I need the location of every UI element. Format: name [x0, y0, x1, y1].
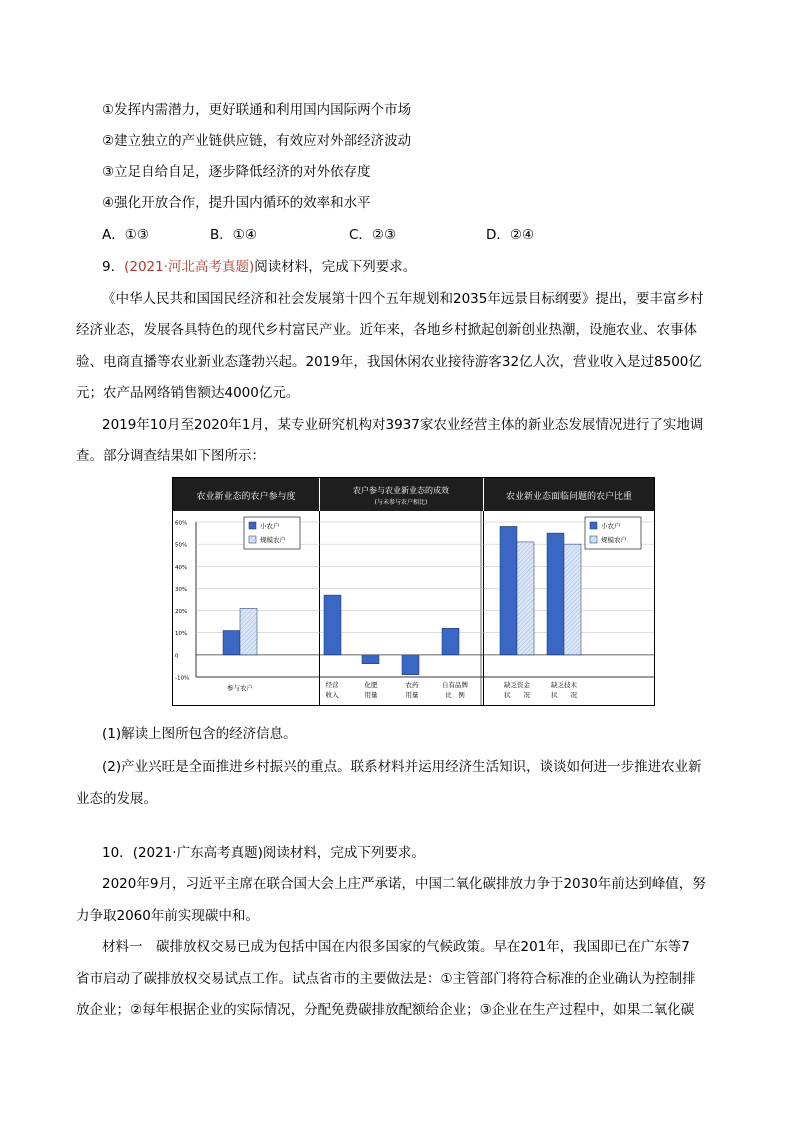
bar-large-problem-2	[564, 544, 581, 655]
q10-instruction: 阅读材料，完成下列要求。	[262, 845, 425, 861]
y-tick-label: 30%	[175, 586, 188, 593]
legend-swatch	[249, 536, 256, 543]
bar-effect-2	[362, 655, 379, 664]
q9-req1: (1)解读上图所包含的经济信息。	[102, 726, 297, 742]
legend-swatch	[590, 522, 597, 529]
bar-small-problem-1	[500, 526, 517, 654]
q9-req2-line1: (2)产业兴旺是全面推进乡村振兴的重点。联系材料并运用经济生活知识，谈谈如何进一步推进农业新	[102, 759, 702, 775]
legend-label: 规模农户	[601, 536, 627, 544]
x-tick-label: 经营	[325, 681, 339, 689]
legend-swatch	[249, 522, 256, 529]
q9-para1-line1: 《中华人民共和国国民经济和社会发展第十四个五年规划和2035年远景目标纲要》提出，要丰富乡村	[102, 291, 704, 307]
panel-2-subtitle: (与未参与农户相比)	[374, 499, 428, 506]
q10-material1-line3: 放企业；②每年根据企业的实际情况，分配免费碳排放配额给企业；③企业在生产过程中，如果二氧化碳	[76, 1002, 695, 1018]
q9-para1-line3: 验、电商直播等农业新业态蓬勃兴起。2019年，我国休闲农业接待游客32亿人次，营业收入是过8500亿	[76, 354, 702, 370]
q9-para2-line2: 查。部分调查结果如下图所示：	[76, 448, 265, 464]
q9-header	[102, 257, 416, 277]
x-tick-label: 比 例	[445, 691, 465, 699]
y-tick-label: 40%	[175, 564, 188, 571]
x-tick-label: 收入	[325, 691, 339, 699]
x-tick-label: 化肥	[364, 681, 378, 689]
y-tick-label: 50%	[175, 542, 188, 549]
bar-large-problem-1	[517, 542, 534, 655]
x-tick-label: 用量	[405, 691, 419, 699]
q9-para2-line1: 2019年10月至2020年1月，某专业研究机构对3937家农业经营主体的新业态发展情况进行了实地调	[102, 417, 704, 433]
bar-effect-1	[324, 595, 341, 655]
answer-c: C．②③	[349, 227, 397, 243]
option-2: ②建立独立的产业链供应链，有效应对外部经济波动	[102, 133, 412, 149]
y-tick-label: 10%	[175, 631, 188, 638]
bar-small-participation	[223, 631, 240, 655]
bar-small-problem-2	[547, 533, 564, 655]
q10-source: (2021·广东高考真题)	[132, 845, 263, 861]
x-tick-label: 缺乏技术	[551, 681, 577, 689]
y-tick-label: 60%	[175, 520, 188, 527]
panel-1-title: 农业新业态的农户参与度	[196, 492, 296, 502]
q10-para1-line1: 2020年9月，习近平主席在联合国大会上庄严承诺，中国二氧化碳排放力争于2030年前达到峰值，努	[102, 876, 706, 892]
q10-para1-line2: 力争取2060年前实现碳中和。	[76, 908, 259, 924]
x-tick-label: 自有品牌	[442, 681, 468, 689]
survey-chart	[172, 477, 655, 706]
y-tick-label: 20%	[175, 609, 188, 616]
q9-number: 9．	[102, 259, 125, 275]
legend-swatch	[590, 536, 597, 543]
legend-label: 小农户	[260, 522, 280, 530]
option-3: ③立足自给自足，逐步降低经济的对外依存度	[102, 164, 371, 180]
answer-a: A．①③	[102, 227, 149, 243]
q9-instruction: 阅读材料，完成下列要求。	[254, 259, 417, 275]
legend-label: 小农户	[601, 522, 621, 530]
x-tick-label: 状 况	[504, 691, 530, 699]
x-tick-label: 参与农户	[227, 684, 253, 692]
q10-material1-line1: 材料一 碳排放权交易已成为包括中国在内很多国家的气候政策。早在201年，我国即已在广东等7	[102, 939, 690, 955]
q9-para1-line2: 经济业态，发展各具特色的现代乡村富民产业。近年来，各地乡村掀起创新创业热潮，设施农业、农事体	[76, 322, 697, 338]
legend-label: 规模农户	[260, 536, 286, 544]
q9-para1-line4: 元；农产品网络销售额达4000亿元。	[76, 385, 300, 401]
x-tick-label: 农药	[405, 681, 419, 689]
answer-d: D．②④	[486, 227, 535, 243]
q10-number: 10．	[102, 845, 133, 861]
q10-header	[102, 843, 425, 863]
option-4: ④强化开放合作，提升国内循环的效率和水平	[102, 195, 371, 211]
answer-b: B．①④	[210, 227, 257, 243]
x-tick-label: 用量	[364, 691, 378, 699]
panel-2-title: 农户参与农业新业态的成效	[353, 486, 449, 495]
bar-effect-4	[442, 628, 459, 655]
q10-material1-line2: 省市启动了碳排放权交易试点工作。试点省市的主要做法是：①主管部门将符合标准的企业确认为控制排	[76, 971, 696, 987]
x-tick-label: 缺乏资金	[504, 681, 530, 689]
option-1: ①发挥内需潜力，更好联通和利用国内国际两个市场	[102, 102, 412, 118]
x-tick-label: 状 况	[551, 691, 577, 699]
q9-req2-line2: 业态的发展。	[76, 791, 157, 807]
legend-panel-1	[244, 517, 300, 549]
panel-3-title: 农业新业态面临问题的农户比重	[505, 492, 633, 502]
q9-source: (2021·河北高考真题)	[124, 259, 255, 275]
bar-large-participation	[240, 608, 257, 655]
bar-effect-3	[402, 655, 419, 675]
y-tick-label: -10%	[175, 675, 190, 682]
legend-panel-3	[585, 517, 641, 549]
y-tick-label: 0	[175, 653, 179, 660]
